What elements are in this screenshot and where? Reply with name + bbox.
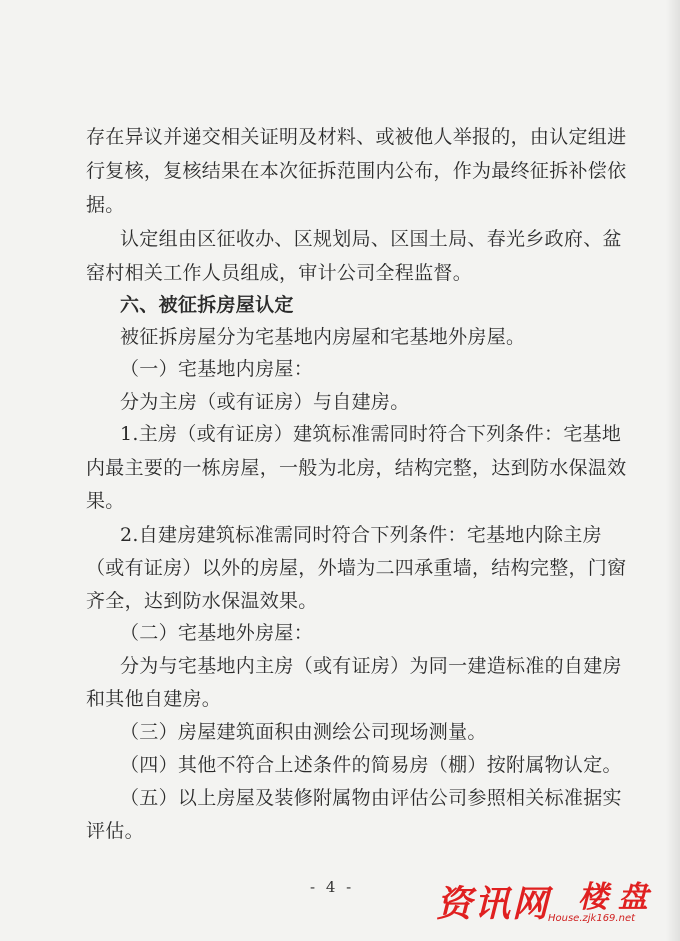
watermark-section: 楼盘 bbox=[578, 880, 658, 915]
subheading-two: （二）宅基地外房屋： bbox=[120, 622, 314, 644]
page-edge-shadow bbox=[666, 0, 680, 941]
paragraph-line-18: 和其他自建房。 bbox=[86, 688, 222, 710]
watermark-url: House.zjk169.net bbox=[548, 913, 636, 924]
paragraph-line-12: 果。 bbox=[86, 490, 125, 512]
watermark-brand: 资讯网 bbox=[436, 884, 551, 925]
paragraph-line-3: 据。 bbox=[86, 194, 125, 216]
paragraph-line-22: 评估。 bbox=[86, 820, 144, 842]
paragraph-line-7: 被征拆房屋分为宅基地内房屋和宅基地外房屋。 bbox=[120, 326, 526, 348]
paragraph-line-10: 1.主房（或有证房）建筑标准需同时符合下列条件：宅基地 bbox=[120, 423, 622, 445]
page-number: - 4 - bbox=[310, 878, 355, 896]
paragraph-line-11: 内最主要的一栋房屋，一般为北房，结构完整，达到防水保温效 bbox=[86, 457, 627, 479]
paragraph-line-1: 存在异议并递交相关证明及材料、或被他人举报的，由认定组进 bbox=[86, 126, 627, 148]
paragraph-line-2: 行复核，复核结果在本次征拆范围内公布，作为最终征拆补偿依 bbox=[86, 160, 627, 182]
subheading-one: （一）宅基地内房屋： bbox=[120, 358, 314, 380]
subheading-five: （五）以上房屋及装修附属物由评估公司参照相关标准据实 bbox=[120, 787, 622, 809]
subheading-three: （三）房屋建筑面积由测绘公司现场测量。 bbox=[120, 721, 487, 743]
paragraph-line-4: 认定组由区征收办、区规划局、区国土局、春光乡政府、盆 bbox=[120, 228, 622, 250]
paragraph-line-14: （或有证房）以外的房屋，外墙为二四承重墙，结构完整，门窗 bbox=[86, 557, 627, 579]
paragraph-line-5: 窑村相关工作人员组成，审计公司全程监督。 bbox=[86, 262, 473, 284]
paragraph-line-13: 2.自建房建筑标准需同时符合下列条件：宅基地内除主房 bbox=[120, 524, 602, 546]
paragraph-line-9: 分为主房（或有证房）与自建房。 bbox=[120, 391, 410, 413]
subheading-four: （四）其他不符合上述条件的简易房（棚）按附属物认定。 bbox=[120, 754, 622, 776]
paragraph-line-15: 齐全，达到防水保温效果。 bbox=[86, 590, 318, 612]
section-heading-six: 六、被征拆房屋认定 bbox=[120, 294, 294, 316]
paragraph-line-17: 分为与宅基地内主房（或有证房）为同一建造标准的自建房 bbox=[120, 655, 622, 677]
